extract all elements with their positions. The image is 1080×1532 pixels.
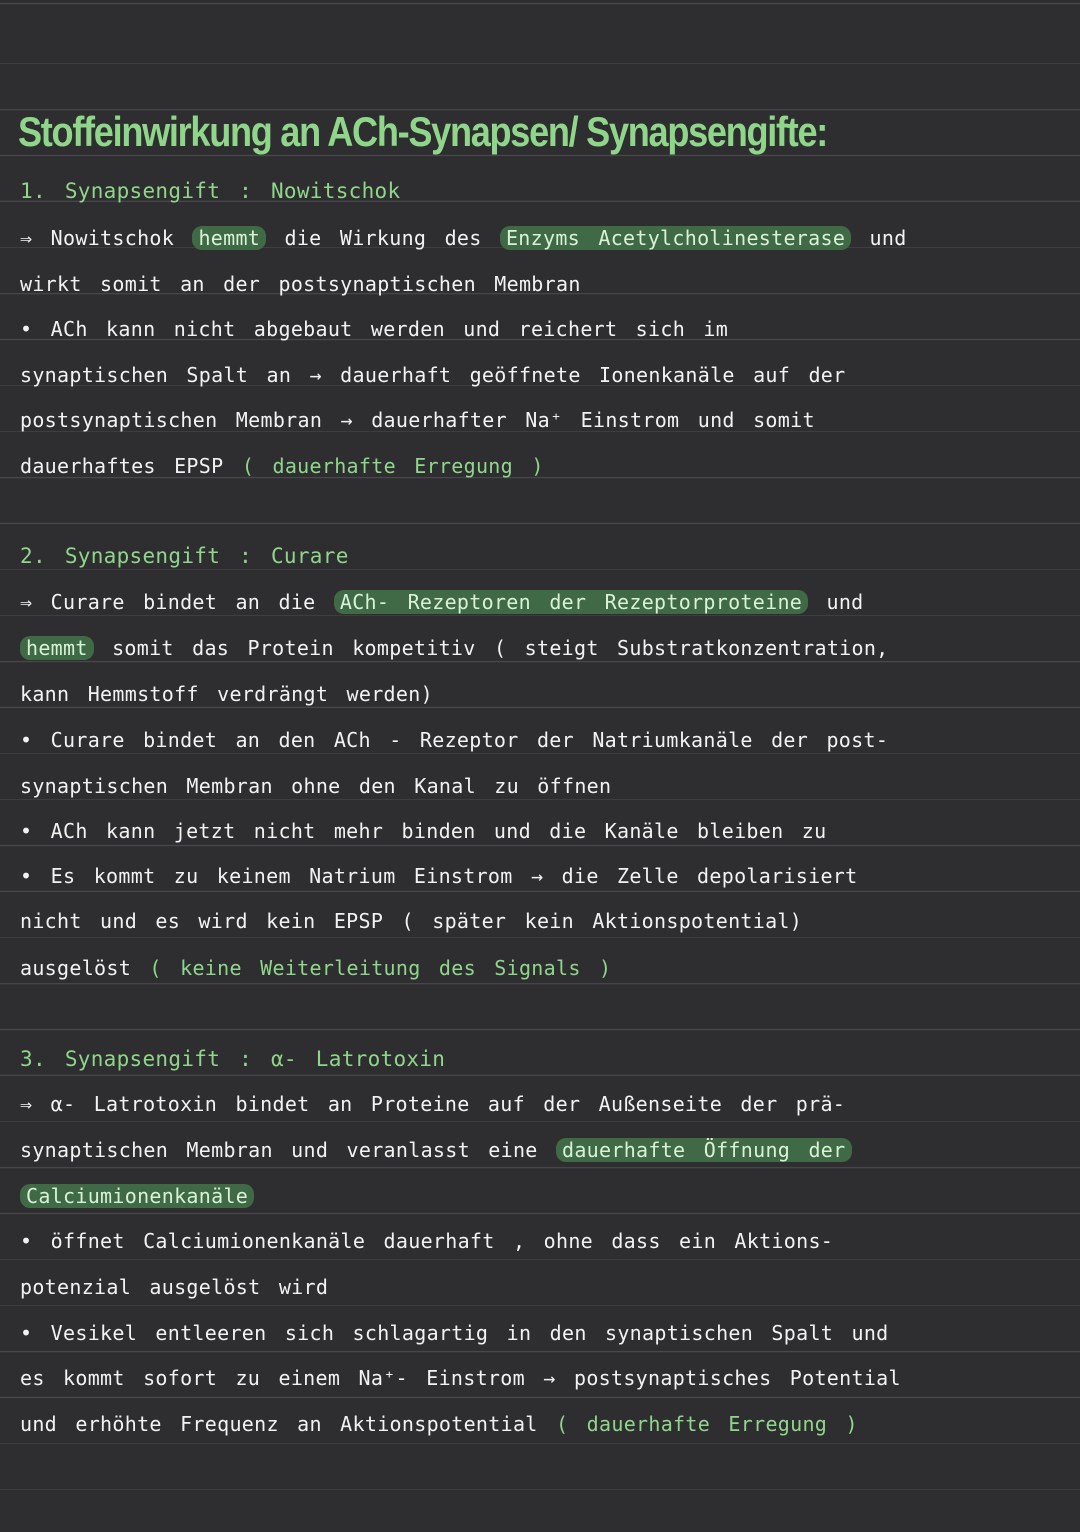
section-1-line-4: synaptischen Spalt an → dauerhaft geöffnete Ionenkanäle auf der <box>20 363 846 387</box>
section-2-line-1 <box>20 587 864 617</box>
text: ⇒ Curare bindet an die <box>20 590 316 614</box>
section-3-line-5: potenzial ausgelöst wird <box>20 1275 329 1299</box>
section-2-heading: 2. Synapsengift : Curare <box>20 544 349 568</box>
section-2-line-9 <box>20 953 611 983</box>
highlight: dauerhafte Öffnung der <box>556 1138 852 1162</box>
section-1-line-3: • ACh kann nicht abgebaut werden und reichert sich im <box>20 317 729 341</box>
text: ausgelöst <box>20 956 132 980</box>
section-2-line-5: synaptischen Membran ohne den Kanal zu öffnen <box>20 774 612 798</box>
section-3-line-2 <box>20 1135 852 1165</box>
section-1-line-6 <box>20 451 544 481</box>
section-3-line-1: ⇒ α- Latrotoxin bindet an Proteine auf der Außenseite der prä- <box>20 1092 846 1116</box>
highlight: hemmt <box>192 226 266 250</box>
section-1-heading: 1. Synapsengift : Nowitschok <box>20 179 401 203</box>
highlight: hemmt <box>20 636 94 660</box>
text: und <box>869 226 907 250</box>
section-3-line-3 <box>20 1181 254 1211</box>
text: somit das Protein kompetitiv ( steigt Substratkonzentration, <box>112 636 889 660</box>
text: die Wirkung des <box>284 226 482 250</box>
text: dauerhaftes EPSP <box>20 454 224 478</box>
text: ⇒ Nowitschok <box>20 226 175 250</box>
green-note: ( keine Weiterleitung des Signals ) <box>149 956 612 980</box>
section-3-heading: 3. Synapsengift : α- Latrotoxin <box>20 1047 446 1071</box>
highlight: Calciumionenkanäle <box>20 1184 254 1208</box>
section-3-line-4: • öffnet Calciumionenkanäle dauerhaft , ohne dass ein Aktions- <box>20 1229 834 1253</box>
text: und <box>826 590 864 614</box>
highlight: Enzyms Acetylcholinesterase <box>500 226 851 250</box>
section-2-line-4: • Curare bindet an den ACh - Rezeptor der Natriumkanäle der post- <box>20 728 889 752</box>
section-3-line-6: • Vesikel entleeren sich schlagartig in den synaptischen Spalt und <box>20 1321 889 1345</box>
section-2-line-2 <box>20 633 889 663</box>
section-2-line-7: • Es kommt zu keinem Natrium Einstrom → die Zelle depolarisiert <box>20 864 858 888</box>
green-note: ( dauerhafte Erregung ) <box>555 1412 858 1436</box>
section-2-line-3: kann Hemmstoff verdrängt werden) <box>20 682 433 706</box>
green-note: ( dauerhafte Erregung ) <box>241 454 544 478</box>
section-2-line-6: • ACh kann jetzt nicht mehr binden und die Kanäle bleiben zu <box>20 819 827 843</box>
section-1-line-1 <box>20 223 907 253</box>
section-1-line-5: postsynaptischen Membran → dauerhafter Na⁺ Einstrom und somit <box>20 408 815 432</box>
section-3-line-7: es kommt sofort zu einem Na⁺- Einstrom → postsynaptisches Potential <box>20 1366 901 1390</box>
highlight: ACh- Rezeptoren der Rezeptorproteine <box>334 590 808 614</box>
section-1-line-2: wirkt somit an der postsynaptischen Membran <box>20 272 581 296</box>
section-3-line-8 <box>20 1409 858 1439</box>
section-2-line-8: nicht und es wird kein EPSP ( später kein Aktionspotential) <box>20 909 803 933</box>
text: synaptischen Membran und veranlasst eine <box>20 1138 538 1162</box>
text: und erhöhte Frequenz an Aktionspotential <box>20 1412 538 1436</box>
page-title: Stoffeinwirkung an ACh-Synapsen/ Synapsengifte: <box>18 108 828 155</box>
